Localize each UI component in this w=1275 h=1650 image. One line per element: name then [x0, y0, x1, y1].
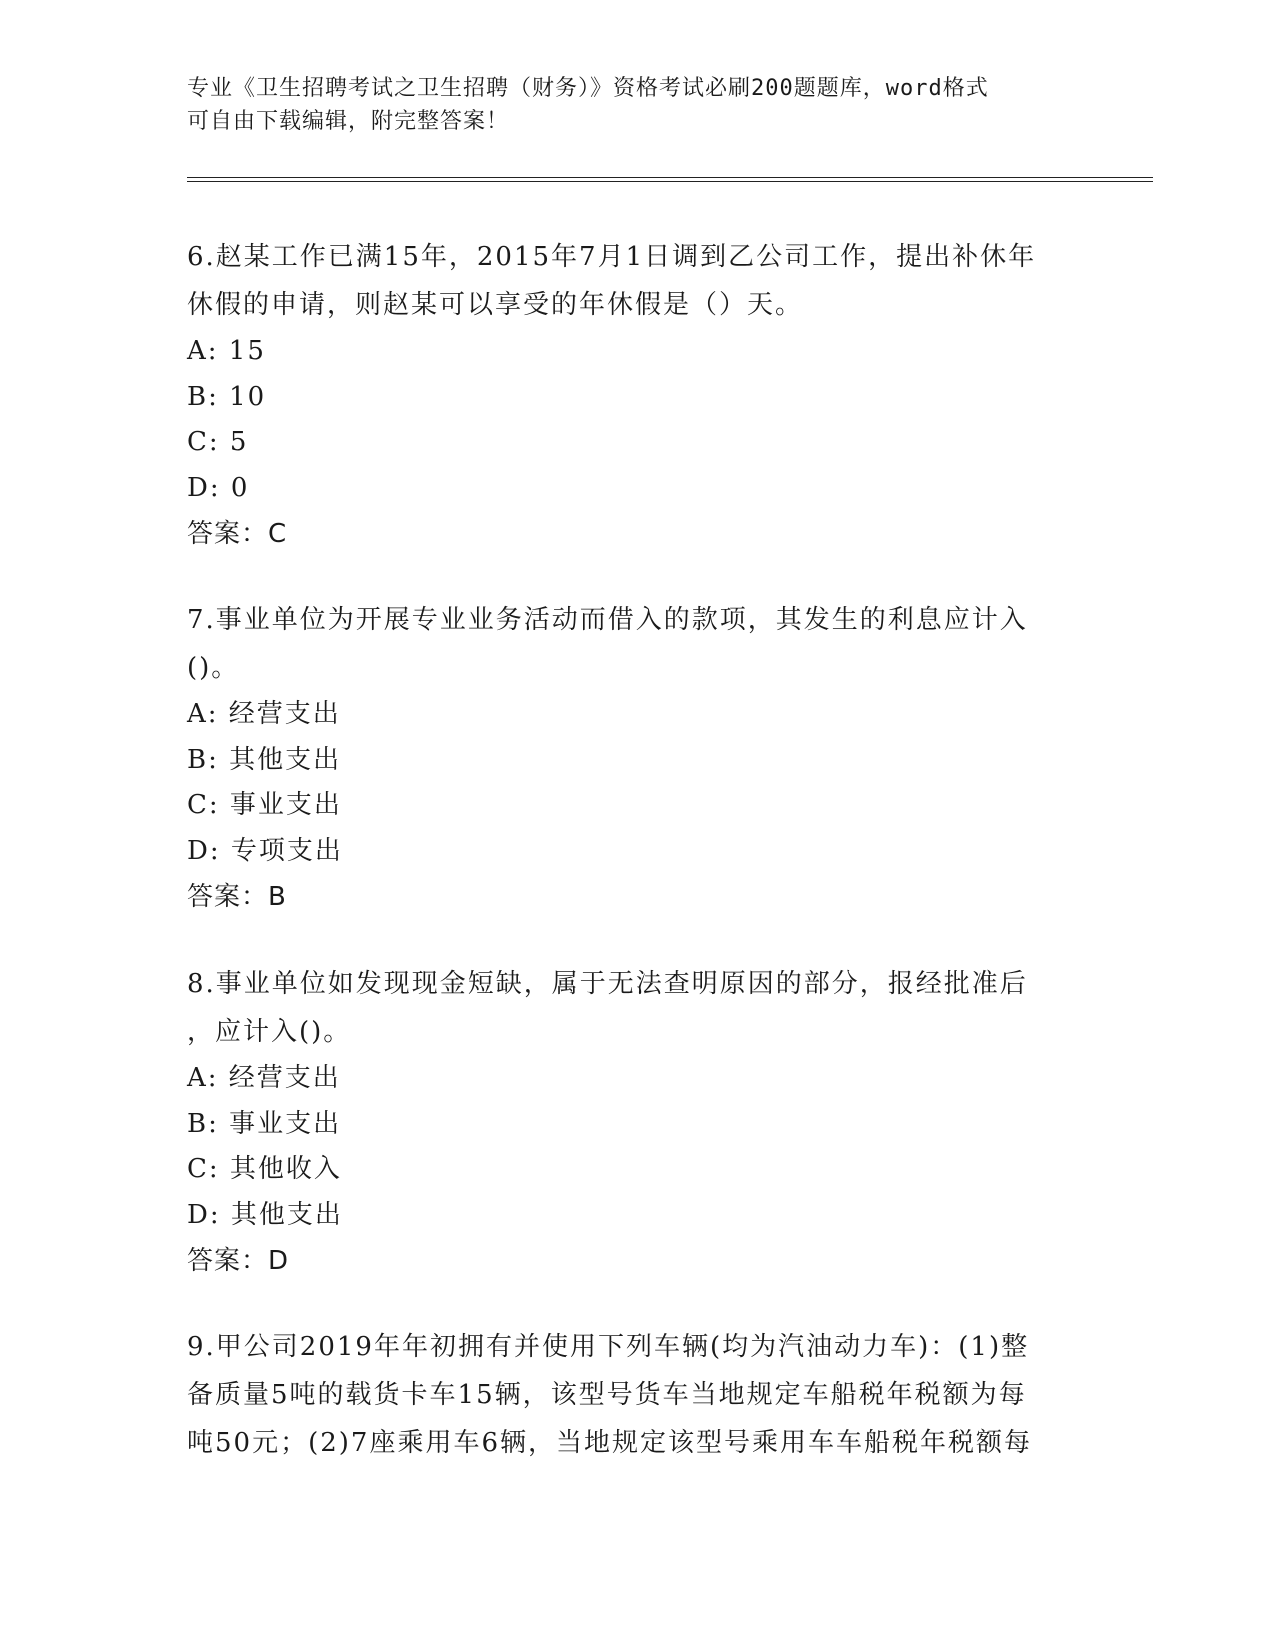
option-c: C: 其他收入	[187, 1154, 342, 1184]
option-d: D: 专项支出	[187, 835, 343, 866]
option-c: C: 事业支出	[187, 790, 342, 820]
question-text: ()。	[187, 653, 240, 683]
question-block	[187, 960, 1087, 1284]
answer-line: 答案：B	[187, 882, 287, 912]
question-block	[187, 596, 1087, 920]
question-block	[187, 233, 1087, 557]
option-b: B: 其他支出	[187, 744, 342, 775]
answer-line: 答案：C	[187, 519, 288, 549]
option-a: A: 15	[187, 336, 266, 366]
question-text: 7.事业单位为开展专业业务活动而借入的款项，其发生的利息应计入	[187, 605, 1028, 635]
header-divider	[187, 181, 1153, 182]
option-b: B: 10	[187, 381, 267, 412]
question-text: 9.甲公司2019年年初拥有并使用下列车辆(均为汽油动力车)：(1)整	[187, 1332, 1030, 1362]
option-a: A: 经营支出	[187, 699, 341, 729]
header-line: 可自由下载编辑，附完整答案！	[187, 109, 510, 134]
question-text: ，应计入()。	[187, 1017, 352, 1047]
answer-line: 答案：D	[187, 1246, 290, 1276]
option-d: D: 其他支出	[187, 1199, 343, 1230]
option-c: C: 5	[187, 427, 249, 457]
question-text: 备质量5吨的载货卡车15辆，该型号货车当地规定车船税年税额为每	[187, 1380, 1027, 1410]
question-text: 8.事业单位如发现现金短缺，属于无法查明原因的部分，报经批准后	[187, 969, 1028, 999]
question-text: 休假的申请，则赵某可以享受的年休假是（）天。	[187, 290, 804, 320]
header-line: 专业《卫生招聘考试之卫生招聘（财务）》资格考试必刷200题题库，word格式	[187, 76, 989, 101]
header-divider	[187, 177, 1153, 178]
question-text: 6.赵某工作已满15年，2015年7月1日调到乙公司工作，提出补休年	[187, 242, 1037, 272]
option-d: D: 0	[187, 472, 250, 503]
option-b: B: 事业支出	[187, 1108, 342, 1139]
question-text: 吨50元；(2)7座乘用车6辆，当地规定该型号乘用车车船税年税额每	[187, 1428, 1032, 1458]
document-header	[187, 72, 1087, 138]
option-a: A: 经营支出	[187, 1063, 341, 1093]
question-block	[187, 1323, 1087, 1467]
